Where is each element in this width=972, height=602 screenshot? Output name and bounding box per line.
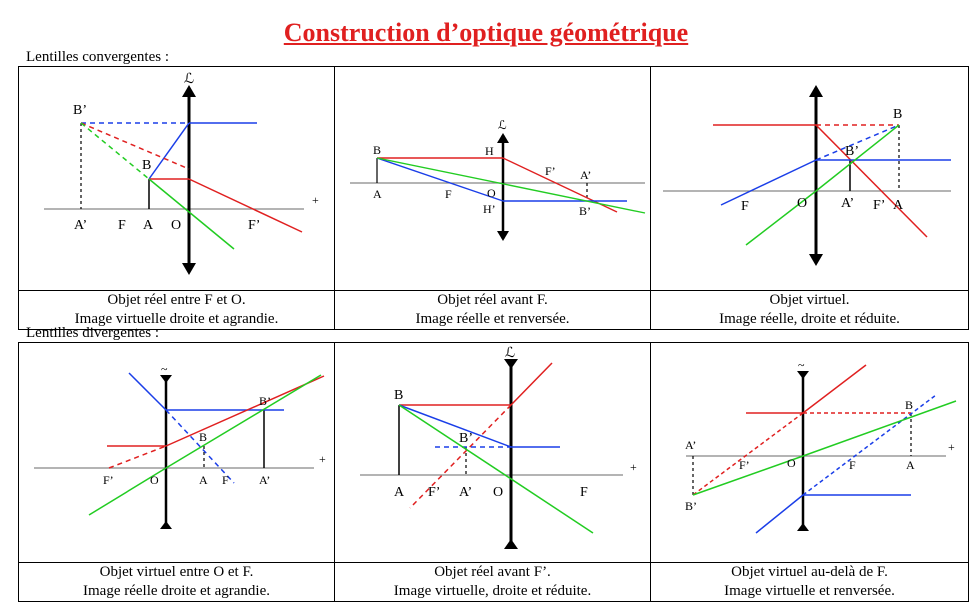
panel-divergent-3 — [651, 343, 969, 563]
label-Fp: F’ — [739, 458, 750, 472]
label-Ap: A’ — [685, 438, 697, 452]
ray-blue-virtual — [803, 395, 936, 495]
page-title: Construction d’optique géométrique — [283, 18, 689, 47]
ray-blue-1 — [399, 405, 511, 447]
label-Ap: A’ — [841, 196, 855, 211]
axis-plus: + — [319, 452, 326, 466]
label-H: H — [485, 144, 494, 158]
label-A: A — [143, 218, 154, 233]
ray-red-2 — [816, 125, 927, 237]
label-Fp: F’ — [873, 198, 886, 213]
caption-line-1: Objet virtuel. — [769, 292, 850, 308]
lens-arrow-bottom — [809, 254, 823, 266]
axis-plus: + — [948, 440, 955, 454]
diagram-convergent-3 — [651, 67, 969, 285]
label-Fp: F’ — [428, 485, 441, 500]
lens-arrow-top — [497, 133, 509, 143]
lens-arrow-bottom — [182, 263, 196, 275]
label-A: A — [394, 485, 405, 500]
label-Bp: B’ — [459, 431, 473, 446]
label-B: B — [142, 158, 152, 173]
panel-convergent-1 — [19, 67, 335, 291]
caption-line-1: Objet réel entre F et O. — [107, 292, 246, 308]
label-O: O — [171, 218, 182, 233]
convergent-table — [18, 66, 969, 330]
lens-arrow-bottom — [797, 523, 809, 531]
diagram-divergent-1 — [19, 343, 335, 557]
panel-convergent-3 — [651, 67, 969, 291]
ray-red-virtual — [109, 446, 166, 468]
caption-divergent-3 — [651, 563, 969, 602]
ray-green-virtual — [81, 123, 152, 179]
ray-red-virtual-2 — [693, 413, 803, 495]
label-Ap: A’ — [74, 218, 88, 233]
label-O: O — [487, 186, 496, 200]
section-divergent-label: Lentilles divergentes : — [26, 325, 160, 341]
caption-divergent-2 — [335, 563, 651, 602]
label-F: F — [741, 199, 749, 214]
ray-green-2 — [166, 375, 321, 468]
lens-arrow-top — [797, 371, 809, 379]
ray-red-2 — [803, 365, 866, 413]
label-A: A — [373, 187, 382, 201]
label-Ap: A’ — [459, 485, 473, 500]
caption-line-2: Image virtuelle, droite et réduite. — [393, 583, 592, 599]
ray-blue-1 — [756, 495, 803, 533]
caption-line-1: Objet virtuel entre O et F. — [99, 564, 254, 580]
caption-line-1: Objet virtuel au-delà de F. — [731, 564, 888, 580]
lens-arrow-bottom — [160, 521, 172, 529]
label-B: B — [394, 388, 404, 403]
ray-red-2 — [189, 179, 302, 232]
section-convergent-label: Lentilles convergentes : — [26, 49, 170, 65]
panel-convergent-2 — [335, 67, 651, 291]
axis-plus: + — [630, 460, 637, 474]
ray-blue-1 — [149, 123, 189, 179]
diagram-convergent-2 — [335, 67, 651, 285]
label-A: A — [893, 198, 904, 213]
caption-convergent-3 — [651, 291, 969, 330]
panel-divergent-1 — [19, 343, 335, 563]
label-Bp: B’ — [685, 499, 697, 513]
ray-red-2 — [511, 363, 552, 405]
label-O: O — [493, 485, 504, 500]
caption-line-2: Image virtuelle droite et agrandie. — [74, 311, 279, 327]
ray-green-2 — [803, 401, 956, 456]
label-Hp: H’ — [483, 202, 496, 216]
caption-convergent-2 — [335, 291, 651, 330]
lens-symbol: ℒ — [184, 72, 195, 87]
label-Bp: B’ — [259, 394, 271, 408]
label-A: A — [906, 458, 915, 472]
ray-red-2 — [166, 376, 324, 446]
label-Ap: A’ — [259, 473, 271, 487]
diagram-divergent-2 — [335, 343, 651, 557]
lens-symbol: ℒ — [505, 346, 516, 361]
label-Bp: B’ — [73, 103, 87, 118]
label-F: F — [445, 187, 452, 201]
label-Fp: F’ — [103, 473, 114, 487]
panel-divergent-2 — [335, 343, 651, 563]
ray-green-1 — [149, 179, 234, 249]
label-Bp: B’ — [845, 144, 859, 159]
label-B: B — [199, 430, 208, 444]
ray-green — [377, 158, 645, 213]
label-A: A — [199, 473, 208, 487]
lens-symbol: ~ — [798, 358, 805, 372]
diagram-convergent-1 — [19, 67, 335, 285]
caption-line-1: Objet réel avant F. — [437, 292, 548, 308]
caption-convergent-1 — [19, 291, 335, 330]
caption-divergent-1 — [19, 563, 335, 602]
lens-arrow-bottom — [504, 539, 518, 549]
label-F: F — [849, 458, 856, 472]
label-O: O — [150, 473, 159, 487]
label-O: O — [787, 456, 796, 470]
axis-plus: + — [312, 193, 319, 207]
caption-line-1: Objet réel avant F’. — [434, 564, 551, 580]
lens-arrow-top — [160, 375, 172, 383]
ray-green — [399, 405, 593, 533]
lens-symbol: ~ — [161, 362, 168, 376]
label-B: B — [373, 143, 382, 157]
lens-symbol: ℒ — [498, 118, 507, 132]
label-B: B — [905, 398, 914, 412]
label-F: F — [118, 218, 126, 233]
caption-line-2: Image réelle, droite et réduite. — [719, 311, 900, 327]
divergent-table — [18, 342, 969, 602]
caption-line-2: Image réelle droite et agrandie. — [83, 583, 270, 599]
label-Fp: F’ — [248, 218, 261, 233]
label-B: B — [893, 107, 903, 122]
label-O: O — [797, 196, 808, 211]
diagram-divergent-3 — [651, 343, 969, 557]
label-Fp: F’ — [545, 164, 556, 178]
label-Bp: B’ — [579, 204, 591, 218]
label-F: F — [222, 473, 229, 487]
ray-blue-1 — [129, 373, 166, 410]
caption-line-2: Image réelle et renversée. — [415, 311, 570, 327]
lens-arrow-bottom — [497, 231, 509, 241]
caption-line-2: Image virtuelle et renversée. — [724, 583, 895, 599]
lens-arrow-top — [809, 85, 823, 97]
label-F: F — [580, 485, 588, 500]
label-Ap: A’ — [580, 168, 592, 182]
